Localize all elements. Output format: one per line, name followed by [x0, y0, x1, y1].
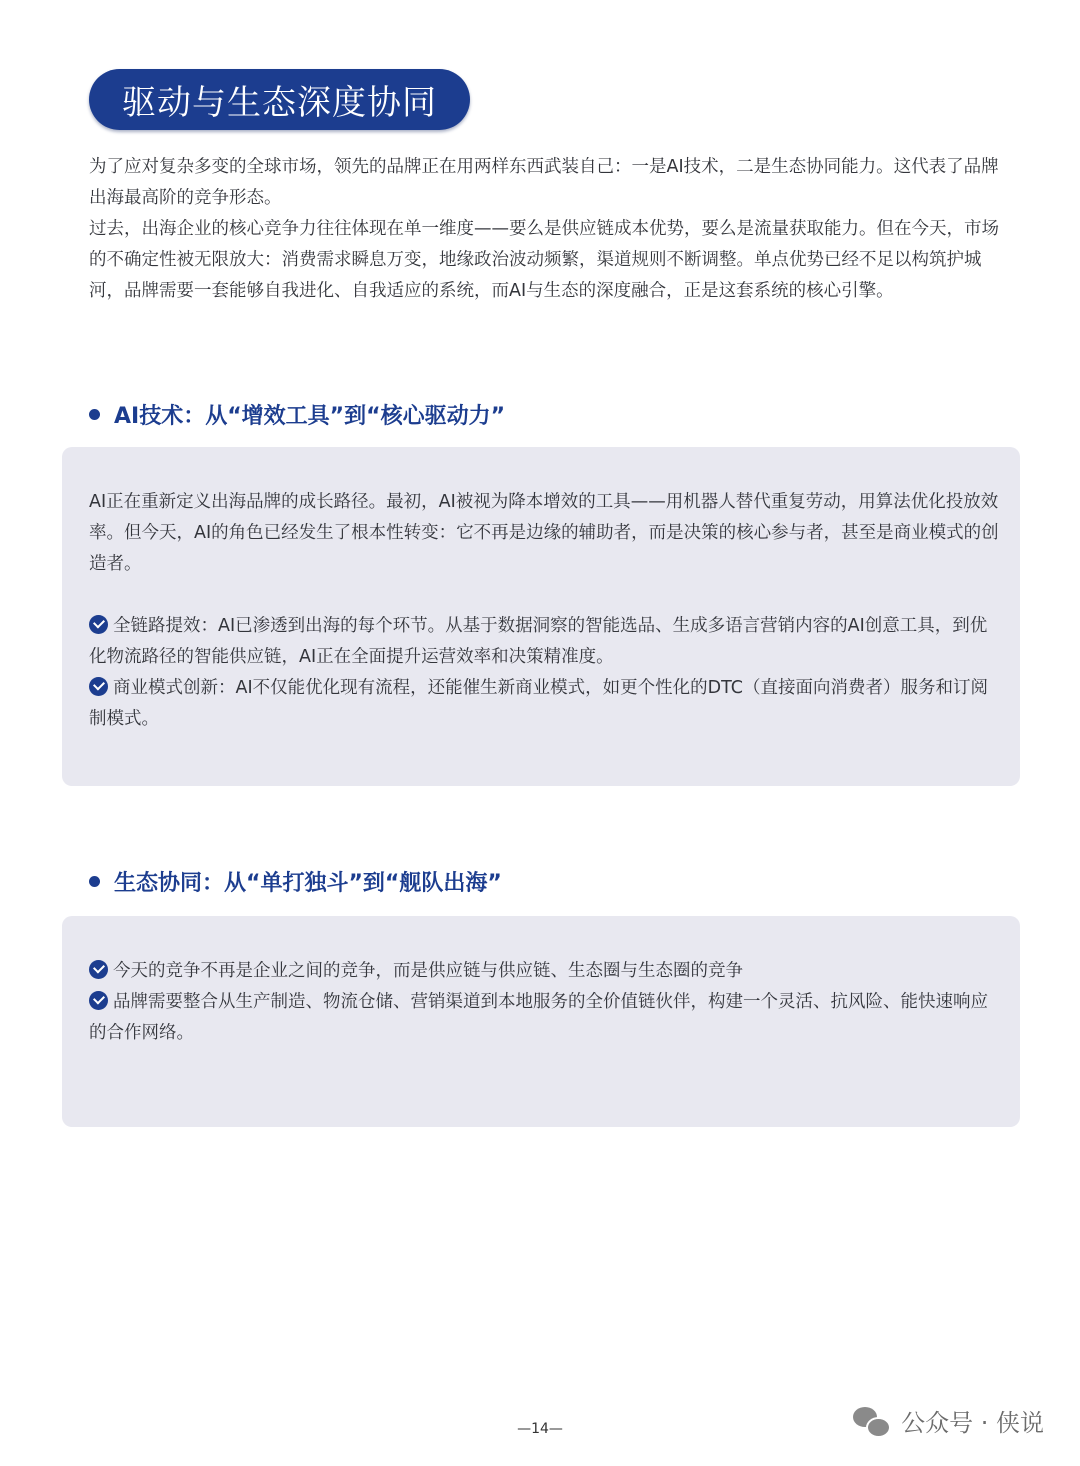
page-title: 驱动与生态深度协同 [122, 83, 437, 123]
card-ecosystem-bullet-1 [89, 956, 1004, 987]
card-ecosystem [62, 916, 1020, 1127]
check-circle-icon [89, 991, 108, 1010]
card-ai-bullet-2 [89, 673, 1004, 735]
section-heading-ecosystem [89, 863, 502, 899]
card-ai-bullet-1-text: 全链路提效：AI已渗透到出海的每个环节。从基于数据洞察的智能选品、生成多语言营销内容的AI创意工具，到优化物流路径的智能供应链，AI正在全面提升运营效率和决策精准度。 [89, 616, 988, 667]
page-number: —14— [517, 1421, 563, 1437]
intro-paragraph-2: 过去，出海企业的核心竞争力往往体现在单一维度——要么是供应链成本优势，要么是流量获取能力。但在今天，市场的不确定性被无限放大：消费需求瞬息万变，地缘政治波动频繁，渠道规则不断调整。单点优势已经不足以构筑护城河，品牌需要一套能够自我进化、自我适应的系统，而AI与生态的深度融合，正是这套系统的核心引擎。 [89, 219, 999, 301]
intro-text [89, 152, 1004, 307]
bullet-dot-icon [89, 876, 100, 887]
card-ecosystem-bullet-2 [89, 987, 1004, 1049]
check-circle-icon [89, 615, 108, 634]
card-ecosystem-bullet-2-text: 品牌需要整合从生产制造、物流仓储、营销渠道到本地服务的全价值链伙伴，构建一个灵活、抗风险、能快速响应的合作网络。 [89, 992, 988, 1043]
wechat-icon [853, 1406, 889, 1436]
card-ecosystem-bullet-1-text: 今天的竞争不再是企业之间的竞争，而是供应链与供应链、生态圈与生态圈的竞争 [113, 961, 743, 981]
card-ai [62, 447, 1020, 786]
intro-paragraph-1: 为了应对复杂多变的全球市场，领先的品牌正在用两样东西武装自己：一是AI技术，二是生态协同能力。这代表了品牌出海最高阶的竞争形态。 [89, 157, 999, 208]
card-ai-bullet-1 [89, 611, 1004, 673]
check-circle-icon [89, 960, 108, 979]
wechat-account-label: 公众号 · 侠说 [901, 1409, 1044, 1437]
card-ai-bullet-2-text: 商业模式创新：AI不仅能优化现有流程，还能催生新商业模式，如更个性化的DTC（直接面向消费者）服务和订阅制模式。 [89, 678, 988, 729]
section-title-ai: AI技术：从“增效工具”到“核心驱动力” [114, 403, 506, 429]
check-circle-icon [89, 677, 108, 696]
wechat-account-watermark [853, 1403, 1044, 1438]
card-ai-paragraph: AI正在重新定义出海品牌的成长路径。最初，AI被视为降本增效的工具——用机器人替代重复劳动，用算法优化投放效率。但今天，AI的角色已经发生了根本性转变：它不再是边缘的辅助者，而是决策的核心参与者，甚至是商业模式的创造者。 [89, 492, 999, 574]
section-heading-ai [89, 396, 505, 432]
page-title-banner [89, 69, 470, 130]
section-title-ecosystem: 生态协同：从“单打独斗”到“舰队出海” [114, 870, 502, 896]
bullet-dot-icon [89, 409, 100, 420]
